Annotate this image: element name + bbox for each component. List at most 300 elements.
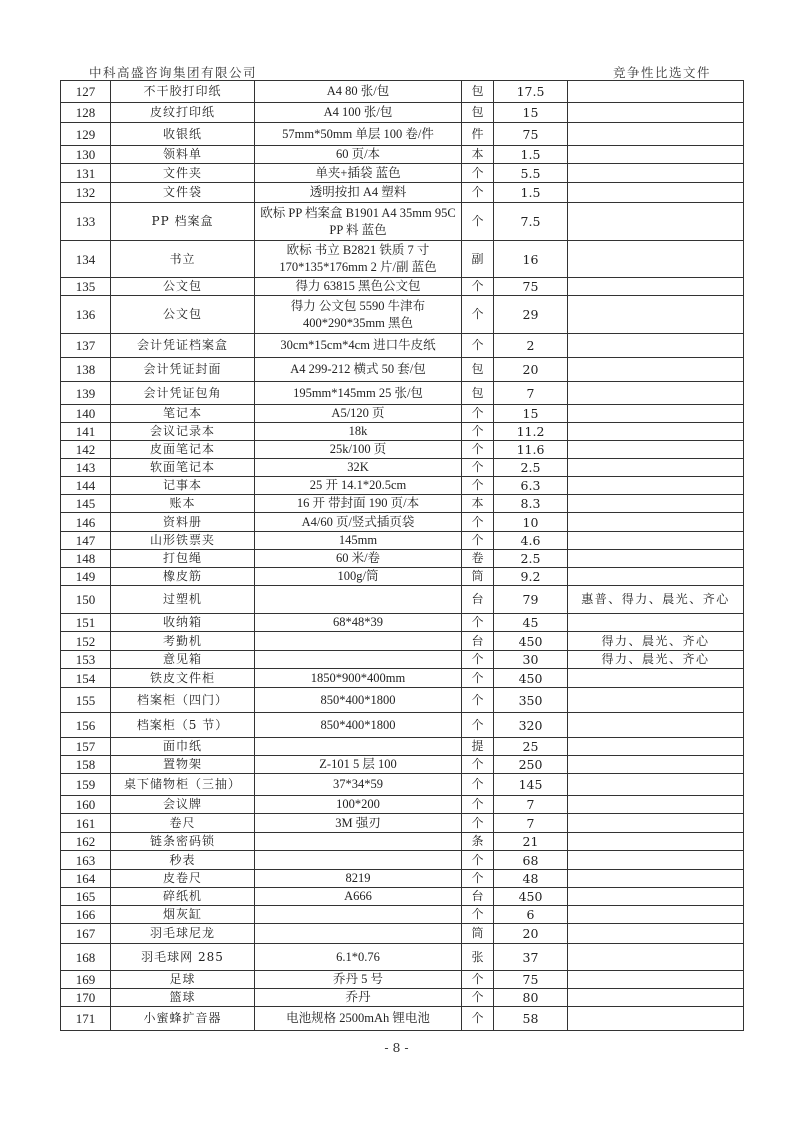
cell-item-name: 秒表: [111, 851, 255, 870]
cell-brand: [568, 989, 744, 1007]
cell-brand: [568, 382, 744, 405]
cell-brand: [568, 123, 744, 146]
cell-unit: 个: [462, 614, 494, 632]
cell-unit: 本: [462, 146, 494, 164]
cell-unit: 张: [462, 944, 494, 971]
cell-specification: [255, 906, 462, 924]
cell-number: 138: [61, 358, 111, 382]
cell-unit: 筒: [462, 568, 494, 586]
cell-brand: [568, 888, 744, 906]
cell-unit: 个: [462, 296, 494, 334]
cell-item-name: 书立: [111, 241, 255, 278]
cell-item-name: 会计凭证档案盒: [111, 334, 255, 358]
cell-unit: 个: [462, 651, 494, 669]
cell-item-name: 烟灰缸: [111, 906, 255, 924]
cell-item-name: 置物架: [111, 756, 255, 774]
table-row: [61, 183, 744, 203]
cell-item-name: 铁皮文件柜: [111, 669, 255, 688]
cell-item-name: 足球: [111, 971, 255, 989]
cell-price: 30: [494, 651, 568, 669]
table-row: [61, 241, 744, 278]
table-row: [61, 123, 744, 146]
cell-number: 148: [61, 550, 111, 568]
cell-unit: 个: [462, 423, 494, 441]
cell-brand: [568, 796, 744, 814]
cell-brand: [568, 833, 744, 851]
cell-brand: [568, 103, 744, 123]
table-row: [61, 688, 744, 713]
cell-brand: [568, 756, 744, 774]
cell-brand: [568, 423, 744, 441]
table-row: [61, 296, 744, 334]
cell-brand: [568, 568, 744, 586]
cell-specification: 60 页/本: [255, 146, 462, 164]
cell-price: 250: [494, 756, 568, 774]
cell-number: 161: [61, 814, 111, 833]
table-row: [61, 423, 744, 441]
cell-number: 159: [61, 774, 111, 796]
table-row: [61, 164, 744, 183]
cell-number: 155: [61, 688, 111, 713]
cell-item-name: 公文包: [111, 296, 255, 334]
table-row: [61, 944, 744, 971]
cell-unit: 台: [462, 888, 494, 906]
cell-price: 320: [494, 713, 568, 738]
cell-price: 6.3: [494, 477, 568, 495]
cell-number: 147: [61, 532, 111, 550]
cell-item-name: 过塑机: [111, 586, 255, 614]
cell-unit: 个: [462, 688, 494, 713]
cell-item-name: 意见箱: [111, 651, 255, 669]
table-row: [61, 971, 744, 989]
cell-item-name: 会议记录本: [111, 423, 255, 441]
table-row: [61, 774, 744, 796]
cell-specification: [255, 924, 462, 944]
cell-specification: 6.1*0.76: [255, 944, 462, 971]
cell-unit: 个: [462, 278, 494, 296]
cell-specification: 68*48*39: [255, 614, 462, 632]
cell-item-name: 不干胶打印纸: [111, 81, 255, 103]
cell-unit: 个: [462, 459, 494, 477]
cell-number: 132: [61, 183, 111, 203]
cell-specification: 电池规格 2500mAh 锂电池: [255, 1007, 462, 1031]
cell-unit: 个: [462, 814, 494, 833]
cell-brand: [568, 495, 744, 513]
cell-number: 167: [61, 924, 111, 944]
cell-unit: 个: [462, 203, 494, 241]
cell-price: 145: [494, 774, 568, 796]
cell-number: 160: [61, 796, 111, 814]
cell-number: 134: [61, 241, 111, 278]
cell-brand: [568, 296, 744, 334]
table-row: [61, 814, 744, 833]
cell-brand: [568, 669, 744, 688]
cell-item-name: 记事本: [111, 477, 255, 495]
cell-number: 140: [61, 405, 111, 423]
cell-number: 137: [61, 334, 111, 358]
cell-unit: 条: [462, 833, 494, 851]
cell-unit: 本: [462, 495, 494, 513]
cell-unit: 筒: [462, 924, 494, 944]
cell-unit: 个: [462, 870, 494, 888]
cell-brand: [568, 405, 744, 423]
cell-unit: 个: [462, 713, 494, 738]
cell-item-name: 收纳箱: [111, 614, 255, 632]
cell-price: 7: [494, 814, 568, 833]
cell-price: 7.5: [494, 203, 568, 241]
table-row: [61, 870, 744, 888]
cell-specification: A5/120 页: [255, 405, 462, 423]
table-row: [61, 989, 744, 1007]
cell-unit: 个: [462, 906, 494, 924]
cell-number: 133: [61, 203, 111, 241]
cell-number: 152: [61, 632, 111, 651]
cell-price: 58: [494, 1007, 568, 1031]
cell-price: 11.6: [494, 441, 568, 459]
cell-number: 157: [61, 738, 111, 756]
cell-specification: 8219: [255, 870, 462, 888]
cell-brand: [568, 971, 744, 989]
cell-item-name: 碎纸机: [111, 888, 255, 906]
cell-number: 158: [61, 756, 111, 774]
cell-number: 127: [61, 81, 111, 103]
cell-price: 37: [494, 944, 568, 971]
cell-specification: A4 100 张/包: [255, 103, 462, 123]
cell-number: 151: [61, 614, 111, 632]
cell-specification: A4 80 张/包: [255, 81, 462, 103]
cell-number: 136: [61, 296, 111, 334]
cell-specification: 1850*900*400mm: [255, 669, 462, 688]
cell-specification: [255, 833, 462, 851]
cell-brand: 得力、晨光、齐心: [568, 651, 744, 669]
cell-brand: [568, 203, 744, 241]
cell-item-name: 软面笔记本: [111, 459, 255, 477]
cell-specification: 100g/筒: [255, 568, 462, 586]
cell-item-name: 山形铁票夹: [111, 532, 255, 550]
cell-number: 141: [61, 423, 111, 441]
table-row: [61, 459, 744, 477]
cell-price: 7: [494, 796, 568, 814]
table-row: [61, 81, 744, 103]
page-number: - 8 -: [384, 1040, 409, 1055]
cell-brand: [568, 774, 744, 796]
cell-item-name: 档案柜（5 节）: [111, 713, 255, 738]
cell-item-name: PP 档案盒: [111, 203, 255, 241]
cell-unit: 个: [462, 183, 494, 203]
cell-item-name: 卷尺: [111, 814, 255, 833]
cell-item-name: 皮卷尺: [111, 870, 255, 888]
cell-unit: 个: [462, 513, 494, 532]
cell-specification: [255, 851, 462, 870]
cell-specification: [255, 632, 462, 651]
table-row: [61, 888, 744, 906]
cell-specification: 乔丹: [255, 989, 462, 1007]
table-row: [61, 1007, 744, 1031]
cell-price: 11.2: [494, 423, 568, 441]
cell-item-name: 小蜜蜂扩音器: [111, 1007, 255, 1031]
cell-specification: [255, 651, 462, 669]
cell-price: 6: [494, 906, 568, 924]
cell-brand: [568, 441, 744, 459]
cell-unit: 个: [462, 971, 494, 989]
cell-specification: 850*400*1800: [255, 688, 462, 713]
cell-price: 75: [494, 971, 568, 989]
cell-price: 2: [494, 334, 568, 358]
cell-price: 48: [494, 870, 568, 888]
cell-specification: 乔丹 5 号: [255, 971, 462, 989]
cell-item-name: 打包绳: [111, 550, 255, 568]
cell-brand: [568, 906, 744, 924]
cell-item-name: 篮球: [111, 989, 255, 1007]
cell-unit: 个: [462, 774, 494, 796]
cell-price: 450: [494, 632, 568, 651]
cell-number: 142: [61, 441, 111, 459]
cell-specification: 透明按扣 A4 塑料: [255, 183, 462, 203]
table-row: [61, 851, 744, 870]
cell-brand: [568, 513, 744, 532]
cell-brand: [568, 477, 744, 495]
cell-price: 7: [494, 382, 568, 405]
table-row: [61, 669, 744, 688]
cell-price: 25: [494, 738, 568, 756]
cell-unit: 个: [462, 756, 494, 774]
cell-specification: A4 299-212 横式 50 套/包: [255, 358, 462, 382]
cell-price: 75: [494, 123, 568, 146]
cell-number: 130: [61, 146, 111, 164]
cell-unit: 个: [462, 851, 494, 870]
cell-specification: 30cm*15cm*4cm 进口牛皮纸: [255, 334, 462, 358]
cell-brand: [568, 944, 744, 971]
cell-specification: 32K: [255, 459, 462, 477]
header-company: 中科高盛咨询集团有限公司: [89, 65, 258, 80]
cell-unit: 副: [462, 241, 494, 278]
cell-price: 20: [494, 924, 568, 944]
cell-specification: 60 米/卷: [255, 550, 462, 568]
cell-number: 128: [61, 103, 111, 123]
table-row: [61, 405, 744, 423]
header-doc-type: 竞争性比选文件: [613, 65, 712, 80]
cell-specification: 3M 强刃: [255, 814, 462, 833]
cell-price: 2.5: [494, 459, 568, 477]
cell-unit: 个: [462, 405, 494, 423]
table-row: [61, 495, 744, 513]
cell-item-name: 考勤机: [111, 632, 255, 651]
cell-brand: [568, 614, 744, 632]
cell-item-name: 会计凭证包角: [111, 382, 255, 405]
cell-brand: [568, 713, 744, 738]
cell-number: 166: [61, 906, 111, 924]
cell-price: 1.5: [494, 183, 568, 203]
cell-unit: 个: [462, 477, 494, 495]
cell-unit: 包: [462, 103, 494, 123]
cell-unit: 个: [462, 441, 494, 459]
cell-price: 68: [494, 851, 568, 870]
table-row: [61, 513, 744, 532]
cell-price: 15: [494, 103, 568, 123]
cell-brand: [568, 146, 744, 164]
table-row: [61, 924, 744, 944]
cell-price: 450: [494, 888, 568, 906]
table-row: [61, 278, 744, 296]
cell-brand: [568, 738, 744, 756]
cell-price: 2.5: [494, 550, 568, 568]
cell-price: 29: [494, 296, 568, 334]
cell-specification: 18k: [255, 423, 462, 441]
table-row: [61, 146, 744, 164]
cell-brand: [568, 164, 744, 183]
cell-number: 169: [61, 971, 111, 989]
cell-price: 1.5: [494, 146, 568, 164]
cell-number: 165: [61, 888, 111, 906]
cell-price: 20: [494, 358, 568, 382]
cell-unit: 包: [462, 382, 494, 405]
table-row: [61, 382, 744, 405]
cell-brand: [568, 358, 744, 382]
cell-item-name: 公文包: [111, 278, 255, 296]
cell-number: 149: [61, 568, 111, 586]
cell-brand: [568, 924, 744, 944]
cell-number: 162: [61, 833, 111, 851]
table-row: [61, 651, 744, 669]
cell-price: 450: [494, 669, 568, 688]
cell-specification: 得力 63815 黑色公文包: [255, 278, 462, 296]
cell-brand: 惠普、得力、晨光、齐心: [568, 586, 744, 614]
cell-number: 143: [61, 459, 111, 477]
cell-price: 4.6: [494, 532, 568, 550]
cell-item-name: 账本: [111, 495, 255, 513]
cell-item-name: 链条密码锁: [111, 833, 255, 851]
cell-unit: 台: [462, 586, 494, 614]
table-row: [61, 713, 744, 738]
table-row: [61, 632, 744, 651]
cell-item-name: 羽毛球尼龙: [111, 924, 255, 944]
cell-item-name: 桌下储物柜（三抽）: [111, 774, 255, 796]
cell-item-name: 橡皮筋: [111, 568, 255, 586]
cell-price: 9.2: [494, 568, 568, 586]
cell-price: 10: [494, 513, 568, 532]
cell-specification: A666: [255, 888, 462, 906]
table-row: [61, 532, 744, 550]
cell-number: 164: [61, 870, 111, 888]
table-row: [61, 906, 744, 924]
cell-number: 150: [61, 586, 111, 614]
cell-unit: 台: [462, 632, 494, 651]
cell-unit: 包: [462, 81, 494, 103]
cell-unit: 包: [462, 358, 494, 382]
cell-unit: 件: [462, 123, 494, 146]
cell-price: 17.5: [494, 81, 568, 103]
cell-item-name: 皮纹打印纸: [111, 103, 255, 123]
cell-price: 350: [494, 688, 568, 713]
cell-brand: [568, 532, 744, 550]
cell-specification: 850*400*1800: [255, 713, 462, 738]
cell-brand: [568, 814, 744, 833]
cell-item-name: 文件袋: [111, 183, 255, 203]
cell-brand: [568, 183, 744, 203]
table-row: [61, 756, 744, 774]
cell-specification: [255, 586, 462, 614]
table-row: [61, 441, 744, 459]
cell-item-name: 笔记本: [111, 405, 255, 423]
cell-brand: [568, 278, 744, 296]
cell-brand: 得力、晨光、齐心: [568, 632, 744, 651]
table-row: [61, 103, 744, 123]
cell-price: 75: [494, 278, 568, 296]
cell-item-name: 资料册: [111, 513, 255, 532]
product-table: [60, 80, 744, 1031]
cell-brand: [568, 459, 744, 477]
cell-item-name: 档案柜（四门）: [111, 688, 255, 713]
cell-price: 8.3: [494, 495, 568, 513]
cell-specification: 16 开 带封面 190 页/本: [255, 495, 462, 513]
cell-item-name: 文件夹: [111, 164, 255, 183]
cell-brand: [568, 870, 744, 888]
cell-specification: 57mm*50mm 单层 100 卷/件: [255, 123, 462, 146]
table-row: [61, 550, 744, 568]
table-row: [61, 614, 744, 632]
cell-specification: 145mm: [255, 532, 462, 550]
cell-unit: 个: [462, 334, 494, 358]
cell-number: 171: [61, 1007, 111, 1031]
cell-unit: 卷: [462, 550, 494, 568]
cell-item-name: 面巾纸: [111, 738, 255, 756]
cell-brand: [568, 851, 744, 870]
table-row: [61, 833, 744, 851]
table-row: [61, 358, 744, 382]
cell-price: 45: [494, 614, 568, 632]
cell-unit: 个: [462, 796, 494, 814]
cell-specification: 37*34*59: [255, 774, 462, 796]
cell-number: 131: [61, 164, 111, 183]
cell-number: 144: [61, 477, 111, 495]
cell-specification: 25 开 14.1*20.5cm: [255, 477, 462, 495]
cell-item-name: 会计凭证封面: [111, 358, 255, 382]
cell-specification: 100*200: [255, 796, 462, 814]
cell-unit: 个: [462, 164, 494, 183]
cell-unit: 提: [462, 738, 494, 756]
cell-number: 146: [61, 513, 111, 532]
cell-brand: [568, 1007, 744, 1031]
cell-unit: 个: [462, 532, 494, 550]
table-row: [61, 334, 744, 358]
cell-specification: [255, 738, 462, 756]
cell-number: 153: [61, 651, 111, 669]
cell-price: 80: [494, 989, 568, 1007]
cell-specification: 195mm*145mm 25 张/包: [255, 382, 462, 405]
cell-item-name: 收银纸: [111, 123, 255, 146]
cell-price: 15: [494, 405, 568, 423]
table-row: [61, 738, 744, 756]
cell-brand: [568, 550, 744, 568]
product-table-body: [61, 81, 744, 1031]
cell-item-name: 皮面笔记本: [111, 441, 255, 459]
cell-price: 5.5: [494, 164, 568, 183]
cell-item-name: 羽毛球网 285: [111, 944, 255, 971]
table-row: [61, 568, 744, 586]
cell-specification: Z-101 5 层 100: [255, 756, 462, 774]
cell-number: 145: [61, 495, 111, 513]
cell-specification: 欧标 书立 B2821 铁质 7 寸 170*135*176mm 2 片/副 蓝色: [255, 241, 462, 278]
table-row: [61, 796, 744, 814]
table-row: [61, 586, 744, 614]
cell-unit: 个: [462, 669, 494, 688]
cell-brand: [568, 688, 744, 713]
cell-specification: 25k/100 页: [255, 441, 462, 459]
cell-price: 21: [494, 833, 568, 851]
cell-number: 135: [61, 278, 111, 296]
table-row: [61, 477, 744, 495]
cell-price: 79: [494, 586, 568, 614]
